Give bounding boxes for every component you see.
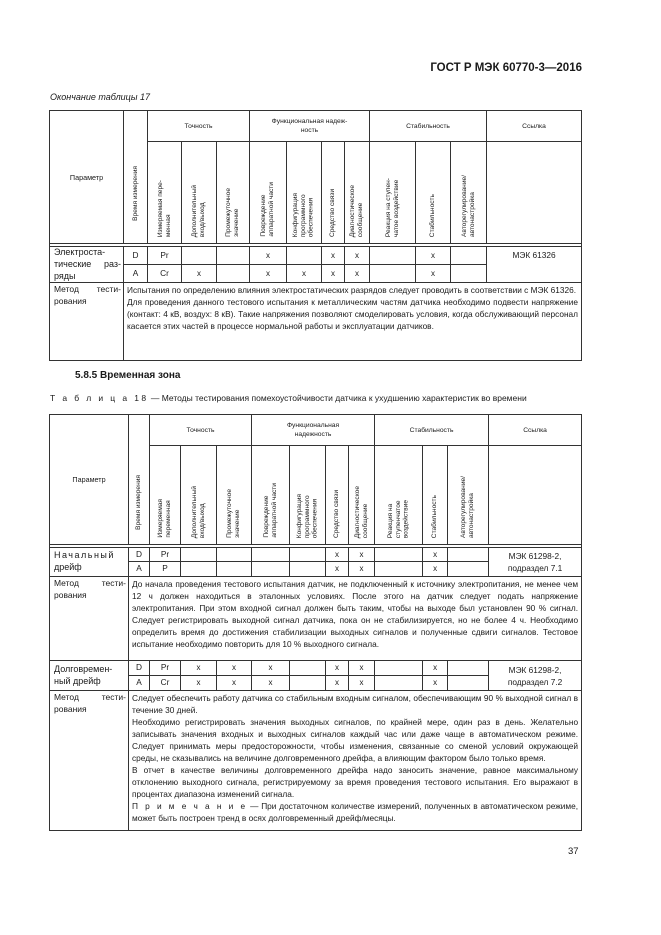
cell-time: D: [129, 661, 150, 676]
method-description: Испытания по определению влияния электростатических разрядов следует проводить в соответствии с МЭК 61326. Для проведения данного тестового испытания к металлическим частям датчика необходимо подвести напряжение (контакт: 4 кВ, воздух: 8 кВ). Такие напряжения позволяют смоделировать условия, когда обслуживающий персонал касается этих частей в процессе нормальной работы и эксплуатации датчиков.: [124, 283, 582, 361]
cell-measured: Cr: [150, 676, 181, 691]
col-stability: Стабильность: [423, 446, 448, 545]
cell-stability: x: [423, 548, 448, 562]
cell-autotune: [451, 247, 487, 265]
cell-step: [370, 264, 416, 283]
cell-autotune: [448, 676, 489, 691]
cell-hardware: x: [250, 247, 287, 265]
col-measured-variable: Измеряемая переменная: [150, 446, 181, 545]
cell-step: [370, 247, 416, 265]
col-autotune: Авторегулирование/ автонастройка: [448, 446, 489, 545]
cell-intermediate: [217, 264, 250, 283]
cell-time: A: [124, 264, 148, 283]
cell-intermediate: [217, 247, 250, 265]
col-group-stability: Стабильность: [375, 415, 489, 446]
cell-software: [290, 676, 326, 691]
cell-additional: x: [181, 661, 217, 676]
param-initial-drift: Начальный дрейф: [50, 548, 129, 577]
col-parameter: Параметр: [50, 415, 129, 545]
cell-additional: [181, 548, 217, 562]
section-title: 5.8.5 Временная зона: [75, 370, 181, 381]
cell-diagnostic: x: [345, 247, 370, 265]
table-row: [50, 548, 582, 562]
cell-hardware: [252, 562, 290, 577]
cell-communication: x: [322, 264, 345, 283]
cell-stability: x: [416, 264, 451, 283]
cell-diagnostic: x: [349, 676, 375, 691]
col-diagnostic-message: Диагностическое сообщение: [349, 446, 375, 545]
cell-hardware: x: [252, 676, 290, 691]
col-group-reliability: Функциональная надежность: [252, 415, 375, 446]
cell-additional: [182, 247, 217, 265]
col-stability: Стабильность: [416, 142, 451, 244]
cell-measured: Pr: [148, 247, 182, 265]
table-row: [50, 577, 582, 661]
cell-diagnostic: x: [349, 548, 375, 562]
cell-autotune: [448, 562, 489, 577]
cell-communication: x: [326, 676, 349, 691]
col-step-response: Реакция на ступен- чатое воздействие: [370, 142, 416, 244]
method-label: Метод тести- рования: [50, 577, 129, 661]
cell-communication: x: [326, 661, 349, 676]
cell-intermediate: x: [217, 661, 252, 676]
cell-software: [290, 562, 326, 577]
table18-caption: Т а б л и ц а 18 — Методы тестирования помехоустойчивости датчика к ухудшению характеристик во времени: [50, 393, 527, 403]
cell-additional: [181, 562, 217, 577]
cell-stability: x: [423, 661, 448, 676]
cell-measured: Pr: [150, 548, 181, 562]
table17-caption: Окончание таблицы 17: [50, 92, 150, 102]
cell-communication: x: [326, 562, 349, 577]
col-additional-io: Дополнительный вход/выход: [181, 446, 217, 545]
cell-reference: МЭК 61298-2, подраздел 7.2: [489, 661, 582, 691]
method-description: До начала проведения тестового испытания датчик, не подключенный к источнику электропитания, не менее чем 12 ч должен находиться в эталонных условиях. После этого на датчик следует подать напряжение электропитания. При этом входной сигнал должен быть таким, чтобы на выходе был установлен 90 % сигнал. Следует регистрировать выходной сигнал датчика, пока он не стабилизируется, но не более 4 ч. Необходимо определить время до достижения стабилизации выходных сигналов и полученные сдвиги сигналов. Тестовое испытание необходимо повторить для 10 % выходного сигнала.: [129, 577, 582, 661]
cell-autotune: [448, 661, 489, 676]
col-software-config: Конфигурация программного обеспечения: [290, 446, 326, 545]
cell-intermediate: x: [217, 676, 252, 691]
col-intermediate-value: Промежуточное значение: [217, 142, 250, 244]
table-row: [50, 247, 582, 265]
cell-measured: P: [150, 562, 181, 577]
table-row: [50, 691, 582, 831]
col-communication: Средство связи: [326, 446, 349, 545]
table-note: П р и м е ч а н и е — При достаточном количестве измерений, полученных в автоматическом режиме, может быть построен тренд в осях долговременный дрейф/месяцы.: [132, 801, 579, 823]
page-number: 37: [568, 846, 579, 857]
col-intermediate-value: Промежуточное значение: [217, 446, 252, 545]
col-group-accuracy: Точность: [150, 415, 252, 446]
table-18: [49, 414, 582, 831]
table-row: [50, 661, 582, 676]
cell-diagnostic: x: [349, 661, 375, 676]
cell-software: x: [287, 264, 322, 283]
table-row: [50, 283, 582, 361]
col-software-config: Конфигурация программного обеспечения: [287, 142, 322, 244]
cell-hardware: [252, 548, 290, 562]
col-group-accuracy: Точность: [148, 111, 250, 142]
cell-software: [290, 661, 326, 676]
col-diagnostic-message: Диагностическое сообщение: [345, 142, 370, 244]
col-reference-empty: [487, 142, 582, 244]
cell-step: [375, 676, 423, 691]
col-hardware-damage: Повреждение аппаратной части: [252, 446, 290, 545]
cell-step: [375, 548, 423, 562]
cell-reference: МЭК 61298-2, подраздел 7.1: [489, 548, 582, 577]
cell-stability: x: [423, 562, 448, 577]
cell-diagnostic: x: [349, 562, 375, 577]
col-autotune: Авторегулирование/ автонастройка: [451, 142, 487, 244]
method-description: Следует обеспечить работу датчика со стабильным входным сигналом, обеспечивающим 90 % выходной сигнал в течение 30 дней. Необходимо регистрировать значения выходных сигналов, по крайней мере, один раз в день. Желательно записывать значения входных и выходных сигналов каждый час или даже чаще в автоматическом режиме. Следует принимать меры предосторожности, чтобы изменения, связанные со сменой условий окружающей среды, не сказывались на величине долговременного дрейфа, а влияющим фактором было только время. В отчет в качестве величины долговременного дрейфа надо заносить значение, равное максимальному отклонению выходного сигнала, регистрируемому за время проведения тестового испытания. Его выражают в процентах диапазона изменений сигнала. П р и м е ч а н и е — При достаточном количестве измерений, полученных в автоматическом режиме, может быть построен тренд в осях долговременный дрейф/месяцы.: [129, 691, 582, 831]
col-reference-empty: [489, 446, 582, 545]
cell-additional: x: [181, 676, 217, 691]
cell-additional: x: [182, 264, 217, 283]
method-label: Метод тести- рования: [50, 691, 129, 831]
param-long-term-drift: Долговремен- ный дрейф: [50, 661, 129, 691]
cell-measured: Pr: [150, 661, 181, 676]
cell-intermediate: [217, 562, 252, 577]
cell-time: D: [129, 548, 150, 562]
col-reference: Ссылка: [487, 111, 582, 142]
cell-reference: МЭК 61326: [487, 247, 582, 283]
cell-communication: x: [326, 548, 349, 562]
cell-hardware: x: [252, 661, 290, 676]
cell-autotune: [448, 548, 489, 562]
cell-software: [290, 548, 326, 562]
col-parameter: Параметр: [50, 111, 124, 244]
standard-designation: ГОСТ Р МЭК 60770-3—2016: [430, 62, 582, 74]
cell-diagnostic: x: [345, 264, 370, 283]
col-reference: Ссылка: [489, 415, 582, 446]
cell-intermediate: [217, 548, 252, 562]
col-step-response: Реакция на ступенчатое воздействие: [375, 446, 423, 545]
col-measured-variable: Измеряемая пере- менная: [148, 142, 182, 244]
col-communication: Средство связи: [322, 142, 345, 244]
col-measure-time: Время измерения: [124, 111, 148, 244]
cell-software: [287, 247, 322, 265]
col-group-stability: Стабильность: [370, 111, 487, 142]
param-electrostatic: Электроста- тические раз- ряды: [50, 247, 124, 283]
method-label: Метод тести- рования: [50, 283, 124, 361]
cell-time: A: [129, 676, 150, 691]
col-hardware-damage: Повреждение аппаратной части: [250, 142, 287, 244]
cell-time: D: [124, 247, 148, 265]
cell-autotune: [451, 264, 487, 283]
cell-measured: Cr: [148, 264, 182, 283]
cell-communication: x: [322, 247, 345, 265]
cell-step: [375, 562, 423, 577]
cell-step: [375, 661, 423, 676]
cell-hardware: x: [250, 264, 287, 283]
col-measure-time: Время измерения: [129, 415, 150, 545]
cell-time: A: [129, 562, 150, 577]
col-group-reliability: Функциональная надеж- ность: [250, 111, 370, 142]
col-additional-io: Дополнительный вход/выход: [182, 142, 217, 244]
cell-stability: x: [416, 247, 451, 265]
cell-stability: x: [423, 676, 448, 691]
table-17: [49, 110, 582, 361]
